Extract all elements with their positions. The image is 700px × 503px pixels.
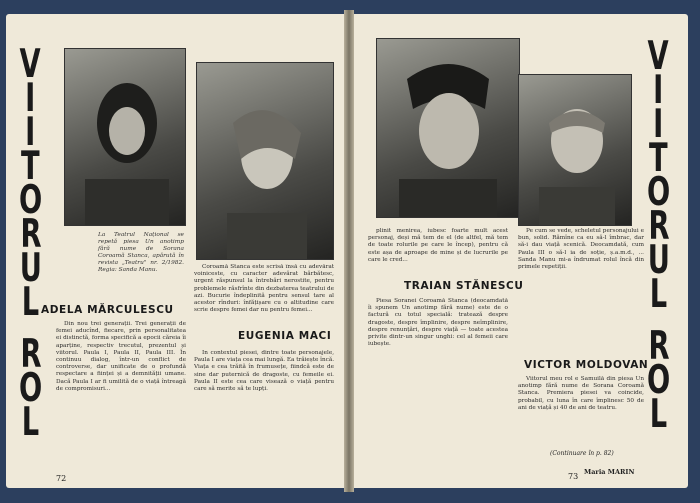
actor-name-victor-moldovan: VICTOR MOLDOVAN <box>524 359 649 371</box>
title-letter: I <box>25 76 36 121</box>
title-letter: O <box>646 170 671 215</box>
title-letter: L <box>21 280 40 325</box>
title-letter: R <box>20 332 42 377</box>
page-number-left: 72 <box>56 474 67 483</box>
body-text: Din nou trei generații. Trei generații de femei aducînd, fiecare, prin personalitatea ei distinctă, forma specifică a epocii căreia îi aparține, respectiv trecutul, prezentul și viitorul. Paula I, Paula II, Paula III. În continuu dialog, într-un conflict de controverse, dar unificate de o profundă respectare a ființei și a demnității umane. Dacă Paula I ar fi umilită de o viață întreagă de compromisuri... <box>56 321 186 392</box>
title-letter: O <box>18 178 43 223</box>
continuation-note: (Continuare în p. 82) <box>550 450 614 457</box>
title-letter: O <box>646 358 671 403</box>
actor-name-adela-marculescu: ADELA MĂRCULESCU <box>41 304 174 316</box>
body-text: Viitorul meu rol e Samuilă din piesa Un anotimp fără nume de Sorana Coroamă Stanca. Premiera piesei va coincide, probabil, cu luna în care împlinesc 50 de ani de viață și 40 de ani de teatru. <box>518 376 644 411</box>
title-letter: U <box>647 238 670 283</box>
body-text: Pe cum se vede, scheletul personajului e bun, solid. Rămîne ca eu să-l îmbrac, dar să-i dau viață scenică. Deocamdată, cum Paula III o să-l ia de soție, ș.a.m.d., ... Sanda Manu mi-a îndrumat rolul încă din primele repetiții. <box>518 228 644 271</box>
book-spine <box>344 10 354 492</box>
photo-eugenia-maci <box>196 62 334 260</box>
title-letter: I <box>25 110 36 155</box>
title-letter: V <box>648 34 670 79</box>
text-column-adela <box>56 321 186 473</box>
title-letter: T <box>21 144 40 189</box>
left-page <box>6 14 344 488</box>
title-letter: I <box>653 68 664 113</box>
right-title-viitorul-rol <box>642 34 675 437</box>
actor-name-traian-stanescu: TRAIAN STĂNESCU <box>404 280 524 292</box>
author-signature: Maria MARIN <box>584 468 635 476</box>
title-letter: I <box>653 102 664 147</box>
title-letter: T <box>649 136 668 181</box>
title-letter: L <box>649 392 668 437</box>
photo-victor-moldovan <box>518 74 632 226</box>
body-text: plinit menirea, iubesc foarte mult acest personaj, deși mă tem de el (de altfel, mă tem de toate rolurile pe care le încep), pentru că este așa de aproape de mine și de lucrurile pe care le cred... <box>368 228 508 263</box>
title-letter: R <box>20 212 42 257</box>
actor-name-eugenia-maci: EUGENIA MACI <box>238 330 332 342</box>
body-text: În contextul piesei, dintre toate personajele, Paula I are viața cea mai lungă. Ea trăiește încă. Viața e cea trăită în frumusețe, fiindcă este de sine dar puternică de dragoste, cu femeile ei. Paula II este cea care visează o viață pentru care să merite să te lupți. <box>194 350 334 393</box>
photo-caption: La Teatrul Național se repetă piesa Un anotimp fără nume de Sorana Coroamă Stanca, apărută în revista „Teatru" nr. 2/1982. Regia: Sanda Manu. <box>98 232 184 273</box>
right-page <box>354 14 688 488</box>
text-column-continued-right <box>368 228 508 274</box>
title-letter: U <box>19 246 42 291</box>
title-letter: R <box>648 204 670 249</box>
title-letter: O <box>18 366 43 411</box>
body-text: Piesa Soranei Coroamă Stanca (deocamdată îi spunem Un anotimp fără nume) este de o factură cu totul specială: tratează despre dragoste, despre împlinire, despre neîmplinire, despre renunțări, despre viață — toate acestea privite dintr-un singur unghi: cel al femeii care iubește. <box>368 298 508 348</box>
left-title-viitorul-rol <box>14 42 47 445</box>
title-letter: V <box>20 42 42 87</box>
text-column-eugenia <box>194 350 334 474</box>
photo-adela-marculescu <box>64 48 186 226</box>
photo-traian-stanescu <box>376 38 520 218</box>
title-letter: L <box>649 272 668 317</box>
body-text: Coroamă Stanca este scrisă însă cu adevărat voiniceste, cu caracter adevărat bărbătesc, urgent răspunsul la întrebări nerostite, pentru problemele răsfrînte din dezbaterea teatrului de azi. Bucurie îndeplinită pentru sensul tare al acestor rînduri: înfățișare cu o altitudine care scrie despre femei dar nu pentru femei... <box>194 264 334 314</box>
page-number-right: 73 <box>568 472 579 481</box>
text-column-continued <box>194 264 334 320</box>
text-column-traian <box>368 298 508 474</box>
title-letter: L <box>21 400 40 445</box>
title-letter: R <box>648 324 670 369</box>
text-column-victor <box>518 376 644 442</box>
text-column-right-upper <box>518 228 644 344</box>
